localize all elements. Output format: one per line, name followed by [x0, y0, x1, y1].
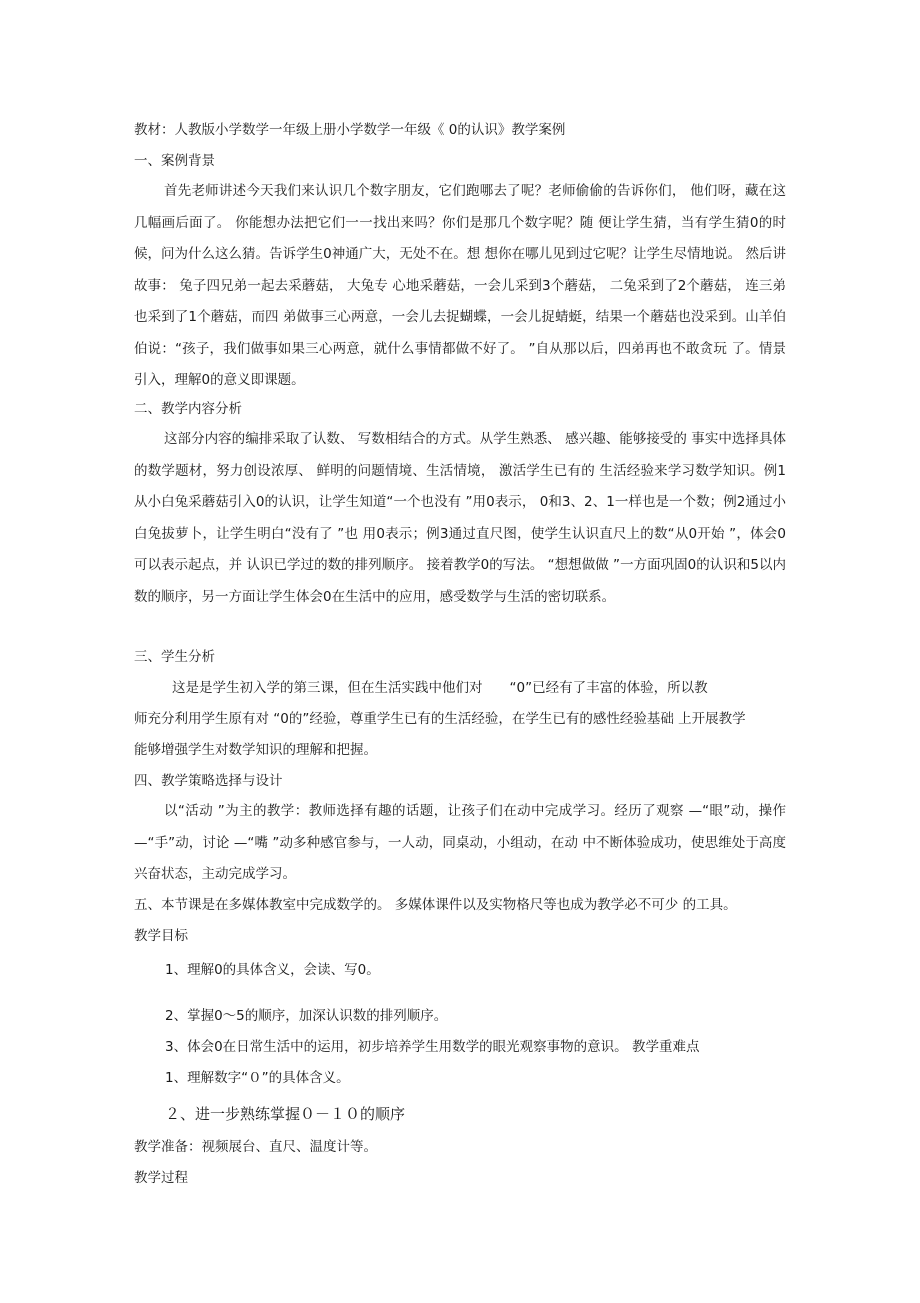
teaching-goals-heading: 教学目标: [134, 928, 188, 944]
teaching-process-heading: 教学过程: [134, 1170, 188, 1186]
goal-item-3: 3、体会0在日常生活中的运用，初步培养学生用数学的眼光观察事物的意识。 教学重难点: [165, 1039, 700, 1055]
section-heading-background: 一、案例背景: [134, 153, 215, 169]
section-body-strategy: 以“活动 ”为主的教学：教师选择有趣的话题，让孩子们在动中完成学习。经历了观察 —“眼”动，操作 —“手”动，讨论 —“嘴 ”动多种感官参与，一人动，同桌动，小组动，在动 中不断体验成功，使思维处于高度兴奋状态，主动完成学习。: [134, 803, 786, 882]
section-heading-strategy: 四、教学策略选择与设计: [134, 773, 283, 789]
document-title: 教材：人教版小学数学一年级上册小学数学一年级《 0的认识》教学案例: [134, 122, 566, 138]
section-heading-student-analysis: 三、学生分析: [134, 649, 215, 665]
student-analysis-line-3: 能够增强学生对数学知识的理解和把握。: [134, 742, 377, 758]
section-multimedia-line: 五、本节课是在多媒体教室中完成数学的。 多媒体课件以及实物格尺等也成为教学必不可少 的工具。: [134, 897, 737, 913]
section-body-content-analysis: 这部分内容的编排采取了认数、 写数相结合的方式。从学生熟悉、 感兴趣、能够接受的 事实中选择具体的数学题材，努力创设浓厚、 鲜明的问题情境、生活情境， 激活学生已有的 生活经验来学习数学知识。例1从小白兔采蘑菇引入0的认识，让学生知道“一个也没有 ”用0表示， 0和3、2、1一样也是一个数；例2通过小白兔拔萝卜，让学生明白“没有了 ”也 用0表示；例3通过直尺图，使学生认识直尺上的数“从0开始 ”，体会0可以表示起点，并 认识已学过的数的排列顺序。 接着教学0的写法。 “想想做做 ”一方面巩固0的认识和5以内 数的顺序，另一方面让学生体会0在生活中的应用，感受数学与生活的密切联系。: [134, 431, 786, 605]
key-point-2: ２、进一步熟练掌握０－１０的顺序: [165, 1105, 406, 1123]
key-point-1: 1、理解数字“０”的具体含义。: [165, 1070, 350, 1086]
section-heading-content-analysis: 二、教学内容分析: [134, 401, 242, 417]
student-analysis-line-2: 师充分利用学生原有对 “0的”经验，尊重学生已有的生活经验，在学生已有的感性经验基础 上开展教学: [134, 711, 746, 727]
student-analysis-line-1: 这是是学生初入学的第三课，但在生活实践中他们对 “0”已经有了丰富的体验，所以教: [172, 680, 708, 696]
goal-item-1: 1、理解0的具体含义，会读、写0。: [165, 962, 380, 978]
section-body-background: 首先老师讲述今天我们来认识几个数字朋友，它们跑哪去了呢？老师偷偷的告诉你们， 他们呀，藏在这几幅画后面了。 你能想办法把它们一一找出来吗？你们是那几个数字呢？随 便让学生猜，当有学生猜0的时候，问为什么这么猜。告诉学生0神通广大，无处不在。想 想你在哪儿见到过它呢？让学生尽情地说。 然后讲故事： 兔子四兄弟一起去采蘑菇， 大兔专 心地采蘑菇，一会儿采到3个蘑菇， 二兔采到了2个蘑菇， 连三弟也采到了1个蘑菇，而四 弟做事三心两意，一会儿去捉蝴蝶，一会儿捉蜻蜓，结果一个蘑菇也没采到。山羊伯伯说：“孩子，我们做事如果三心两意，就什么事情都做不好了。 ”自从那以后，四弟再也不敢贪玩 了。情景引入，理解0的意义即课题。: [134, 183, 786, 388]
teaching-preparation: 教学准备：视频展台、直尺、温度计等。: [134, 1139, 377, 1155]
goal-item-2: 2、掌握0～5的顺序，加深认识数的排列顺序。: [165, 1008, 448, 1024]
